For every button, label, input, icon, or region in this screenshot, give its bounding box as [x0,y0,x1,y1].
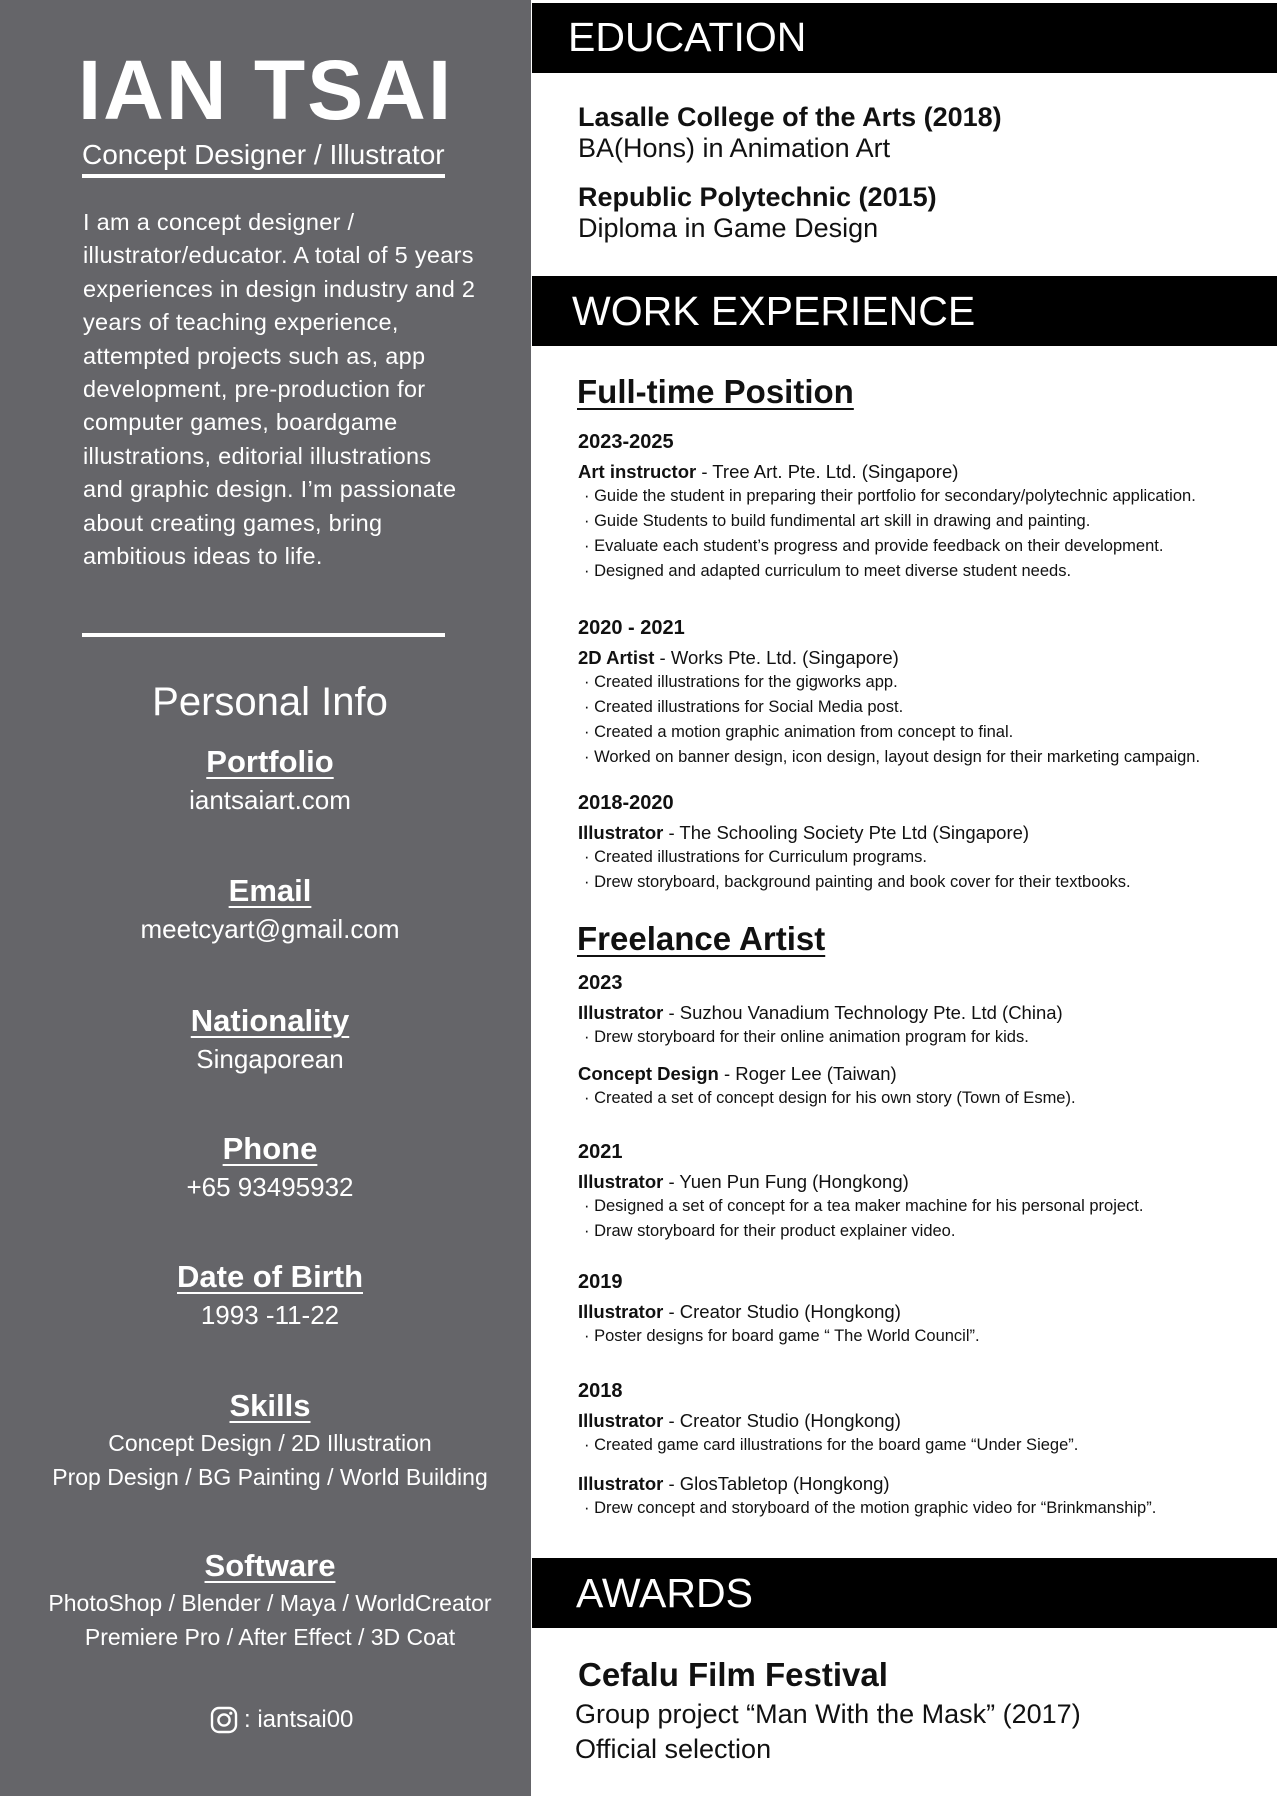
job-role: Illustrator [578,1301,664,1322]
software-line: Premiere Pro / After Effect / 3D Coat [84,1624,456,1650]
school-name: Lasalle College of the Arts (2018) [578,102,1002,132]
job-employer: - Works Pte. Ltd. (Singapore) [654,647,899,668]
skills-label: Skills [229,1388,311,1423]
job-year: 2018-2020 [578,792,674,814]
job-bullet: · Evaluate each student’s progress and provide feedback on their development. [578,534,1268,559]
job-role: 2D Artist [578,647,655,668]
job-employer: - Tree Art. Pte. Ltd. (Singapore) [696,461,959,482]
personal-info-heading: Personal Info [152,680,388,724]
job-employer: - Yuen Pun Fung (Hongkong) [663,1171,909,1192]
nationality-block [0,1001,540,1077]
job-entry [578,1169,1268,1244]
portfolio-link[interactable]: iantsaiart.com [189,785,351,815]
education-item [578,182,1228,244]
dob-block [0,1257,540,1333]
job-entry [578,1000,1268,1050]
job-bullet: · Created a motion graphic animation from concept to final. [578,720,1268,745]
job-bullet: · Worked on banner design, icon design, layout design for their marketing campaign. [578,745,1268,770]
job-employer: - Creator Studio (Hongkong) [663,1410,901,1431]
job-year: 2023-2025 [578,431,674,453]
job-bullet: · Created illustrations for Curriculum programs. [578,845,1268,870]
nationality-value: Singaporean [196,1044,344,1074]
divider [82,174,445,178]
job-role: Concept Design [578,1063,719,1084]
skills-line: Prop Design / BG Painting / World Building [52,1464,488,1490]
job-entry [578,1299,1268,1349]
job-year: 2020 - 2021 [578,617,685,639]
job-bullet: · Drew concept and storyboard of the motion graphic video for “Brinkmanship”. [578,1496,1268,1521]
software-line: PhotoShop / Blender / Maya / WorldCreator [48,1590,492,1616]
job-employer: - Roger Lee (Taiwan) [718,1063,897,1084]
job-bullet: · Drew storyboard, background painting and book cover for their textbooks. [578,870,1268,895]
job-bullet: · Draw storyboard for their product explainer video. [578,1219,1268,1244]
divider [82,633,445,637]
phone-value: +65 93495932 [186,1172,354,1202]
profile-summary: I am a concept designer / illustrator/educator. A total of 5 years experiences in design industry and 2 years of teaching experience, attempted projects such as, app development, pre-production for computer games, boardgame illustrations, editorial illustrations and graphic design. I’m passionate about creating games, bring ambitious ideas to life. [83,209,476,570]
job-entry [578,645,1268,770]
job-year: 2023 [578,972,623,994]
award-result: Official selection [575,1734,772,1764]
job-role: Illustrator [578,1171,664,1192]
job-role: Illustrator [578,822,664,843]
job-bullet: · Created a set of concept design for his own story (Town of Esme). [578,1086,1268,1111]
job-entry [578,1471,1268,1521]
software-block [0,1546,540,1654]
job-entry [578,1061,1268,1111]
job-bullet: · Created illustrations for Social Media post. [578,695,1268,720]
job-year: 2018 [578,1380,623,1402]
job-employer: - GlosTabletop (Hongkong) [663,1473,890,1494]
job-entry [578,820,1268,895]
education-heading: EDUCATION [532,3,1277,73]
phone-block [0,1129,540,1205]
education-item [578,102,1228,164]
degree: BA(Hons) in Animation Art [578,133,891,163]
job-year: 2019 [578,1271,623,1293]
instagram-handle[interactable] [210,1700,353,1740]
skills-block [0,1386,540,1494]
job-employer: - Suzhou Vanadium Technology Pte. Ltd (China) [663,1002,1063,1023]
job-bullet: · Designed a set of concept for a tea maker machine for his personal project. [578,1194,1268,1219]
resume-name: IAN TSAI [77,43,454,137]
email-link[interactable]: meetcyart@gmail.com [140,914,400,944]
instagram-icon [210,1706,238,1734]
job-role: Illustrator [578,1410,664,1431]
job-role: Illustrator [578,1473,664,1494]
software-label: Software [204,1548,336,1583]
job-role: Art instructor [578,461,697,482]
instagram-text: : iantsai00 [244,1706,354,1733]
job-bullet: · Drew storyboard for their online animation program for kids. [578,1025,1268,1050]
nationality-label: Nationality [190,1003,350,1038]
skills-line: Concept Design / 2D Illustration [108,1430,432,1456]
email-block [0,871,540,947]
work-experience-heading: WORK EXPERIENCE [532,276,1277,346]
job-bullet: · Designed and adapted curriculum to meet diverse student needs. [578,559,1268,584]
job-bullet: · Created game card illustrations for the board game “Under Siege”. [578,1433,1268,1458]
job-bullet: · Guide the student in preparing their portfolio for secondary/polytechnic application. [578,484,1268,509]
job-role: Illustrator [578,1002,664,1023]
email-label: Email [228,873,312,908]
job-title: Concept Designer / Illustrator [82,139,445,170]
job-bullet: · Created illustrations for the gigworks app. [578,670,1268,695]
job-entry [578,459,1268,584]
job-entry [578,1408,1268,1458]
job-year: 2021 [578,1141,623,1163]
job-employer: - Creator Studio (Hongkong) [663,1301,901,1322]
fulltime-heading: Full-time Position [577,373,854,410]
portfolio-block [0,742,540,818]
job-bullet: · Poster designs for board game “ The World Council”. [578,1324,1268,1349]
award-project: Group project “Man With the Mask” (2017) [575,1699,1081,1729]
degree: Diploma in Game Design [578,213,879,243]
dob-value: 1993 -11-22 [200,1300,340,1330]
awards-heading: AWARDS [532,1558,1277,1628]
dob-label: Date of Birth [177,1259,363,1294]
school-name: Republic Polytechnic (2015) [578,182,937,212]
portfolio-label: Portfolio [206,744,334,779]
phone-label: Phone [222,1131,318,1166]
job-bullet: · Guide Students to build fundimental art skill in drawing and painting. [578,509,1268,534]
sidebar [0,0,531,1796]
award-title: Cefalu Film Festival [578,1656,888,1693]
freelance-heading: Freelance Artist [577,920,826,957]
job-employer: - The Schooling Society Pte Ltd (Singapore) [663,822,1030,843]
